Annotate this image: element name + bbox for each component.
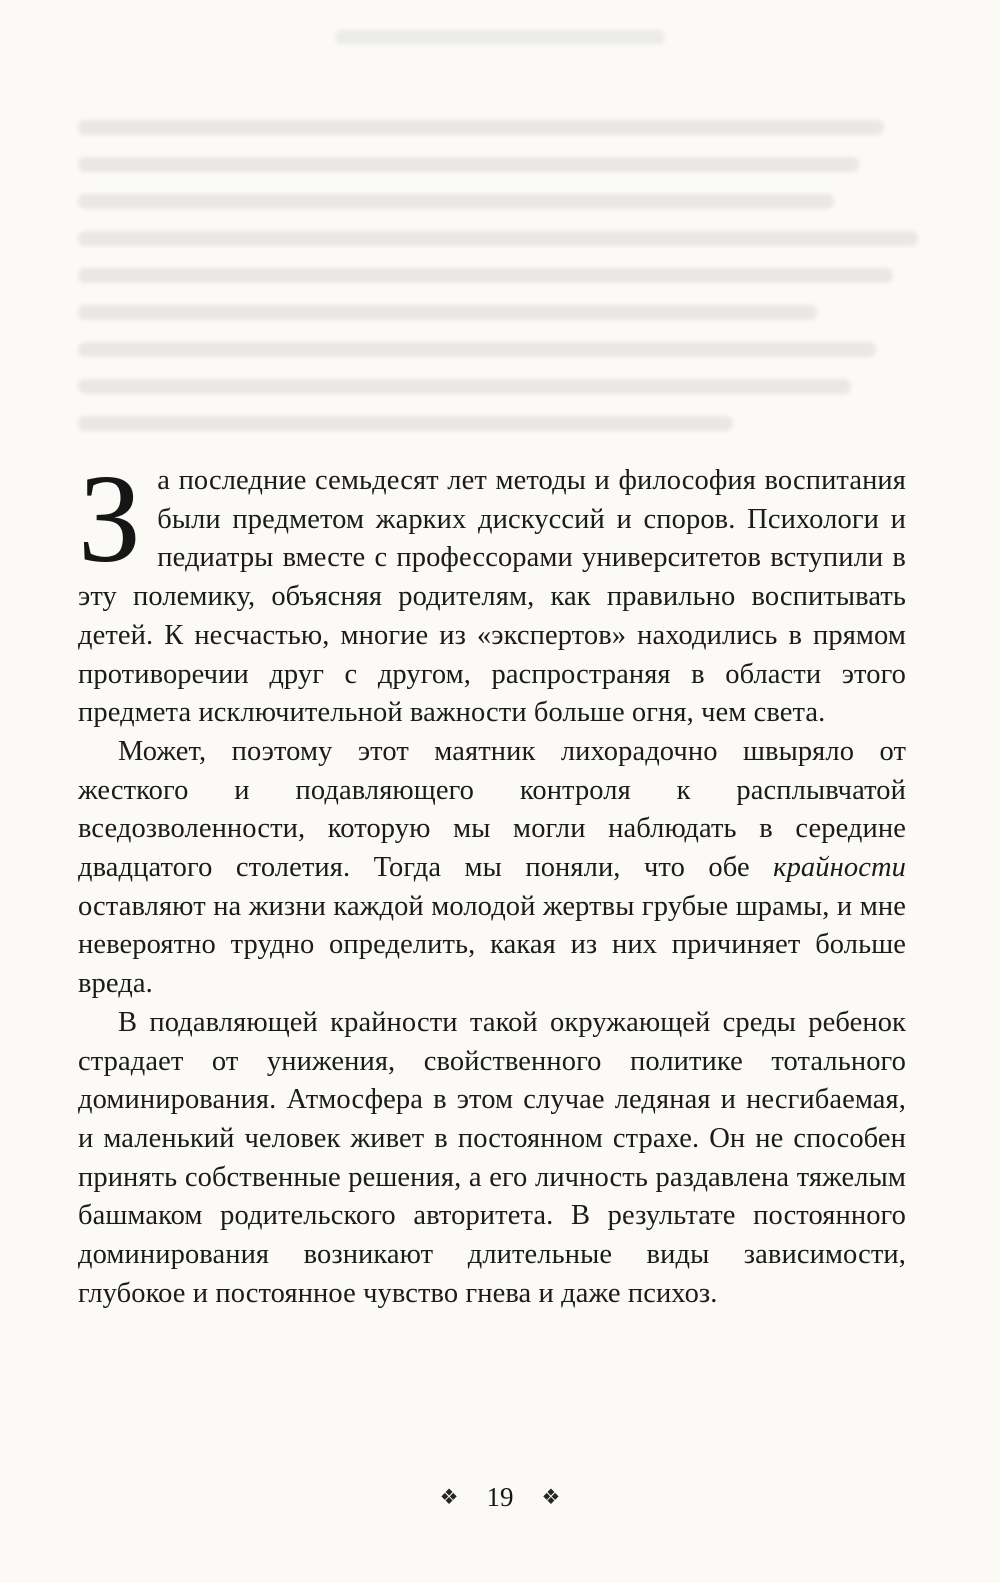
paragraph-1 (78, 450, 906, 733)
paragraph-2-text-a: Может, поэтому этот маятник лихорадочно швыряло от жесткого и подавляющего контроля к расплывчатой вседозволенности, которую мы могли наблюдать в середине двадцатого столетия. Тогда мы поняли, что обе (78, 735, 906, 884)
page-number: 19 (486, 1482, 514, 1512)
page-footer (0, 1484, 1000, 1511)
paragraph-3-text: В подавляющей крайности такой окружающей среды ребенок страдает от унижения, свойственного политике тотального доминирования. Атмосфера в этом случае ледяная и несгибаемая, и маленький человек живет в постоянном страхе. Он не способен принять собственные решения, а его личность раздавлена тяжелым башмаком родительского авторитета. В результате постоянного доминирования возникают длительные виды зависимости, глубокое и постоянное чувство гнева и даже психоз. (78, 1006, 906, 1309)
paragraph-2 (78, 733, 906, 1004)
bleedthrough-line (78, 268, 893, 283)
body-text (78, 450, 906, 1313)
bleedthrough-line (78, 194, 834, 209)
bleedthrough-text-block (78, 120, 918, 453)
paragraph-3 (78, 1004, 906, 1314)
bleedthrough-line (78, 231, 918, 246)
footer-ornament-left-icon: ❖ (439, 1485, 459, 1509)
paragraph-2-italic-word: крайности (773, 852, 906, 884)
paragraph-2-text-b: оставляют на жизни каждой молодой жертвы грубые шрамы, и мне невероятно трудно определить, какая из них причиняет больше вреда. (78, 890, 906, 1000)
paragraph-1-text: а последние семьдесят лет методы и философия воспитания были предметом жарких дискуссий и споров. Психологи и педиатры вместе с профессорами университетов вступили в эту полемику, объясняя родителям, как правильно воспитывать детей. К несчастью, многие из «экспертов» находились в прямом противоречии друг с другом, распространяя в области этого предмета исключительной важности больше огня, чем света. (78, 465, 906, 729)
bleedthrough-running-head (335, 30, 665, 44)
bleedthrough-line (78, 157, 859, 172)
bleedthrough-line (78, 120, 884, 135)
footer-ornament-right-icon: ❖ (541, 1485, 561, 1509)
bleedthrough-line (78, 342, 876, 357)
bleedthrough-line (78, 379, 851, 394)
bleedthrough-line (78, 305, 817, 320)
drop-cap: З (78, 450, 142, 589)
bleedthrough-line (78, 416, 733, 431)
